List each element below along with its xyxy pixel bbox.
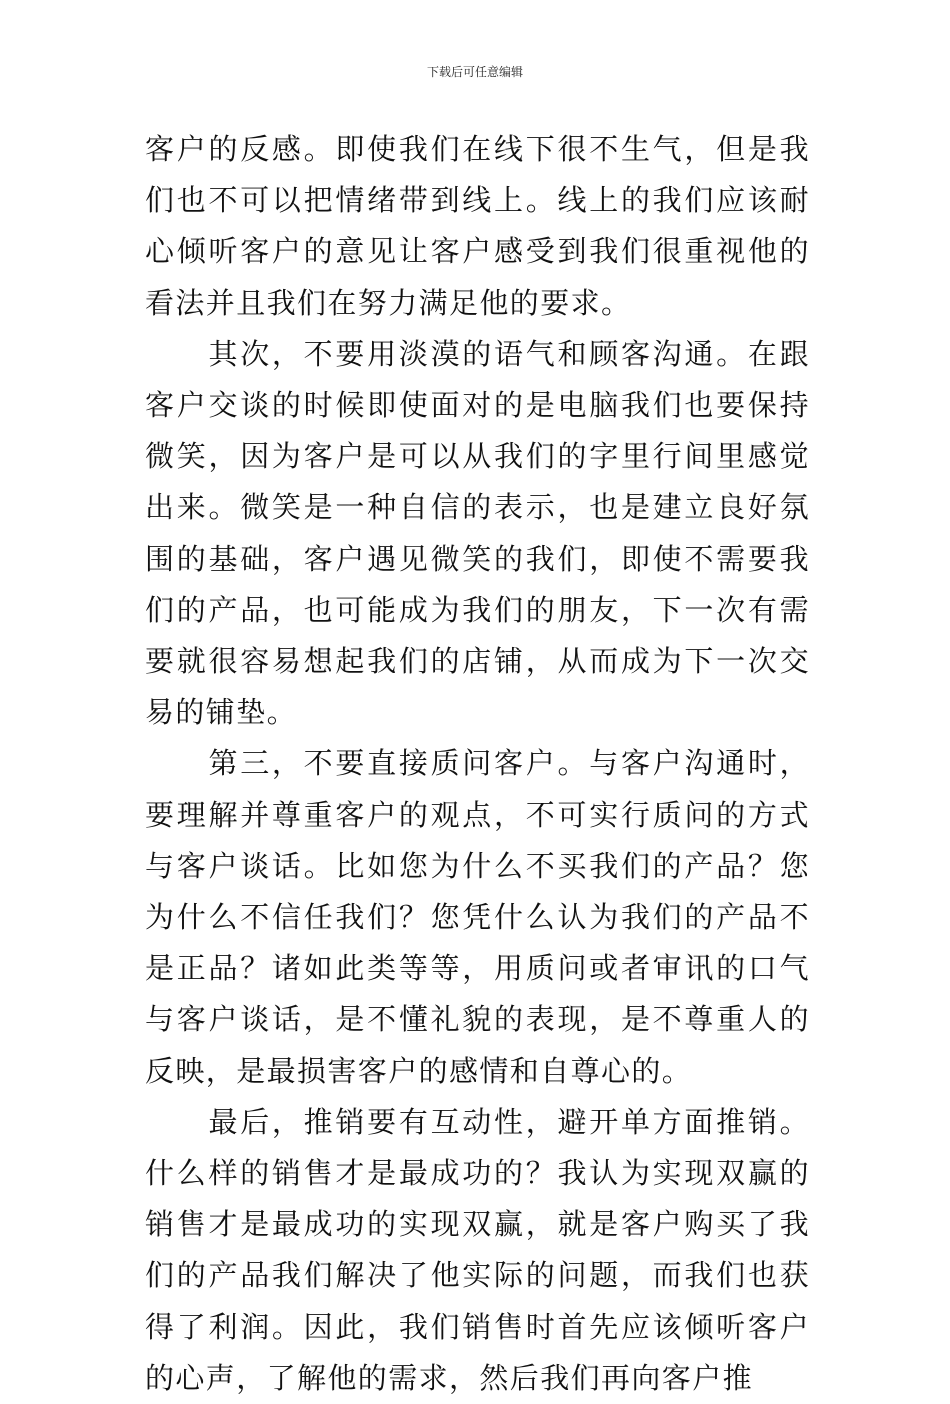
document-body	[145, 124, 810, 1404]
paragraph-continued: 客户的反感。即使我们在线下很不生气，但是我们也不可以把情绪带到线上。线上的我们应该耐心倾听客户的意见让客户感受到我们很重视他的看法并且我们在努力满足他的要求。	[145, 132, 810, 320]
page-header: 下载后可任意编辑	[426, 65, 523, 79]
paragraph-final-point: 最后，推销要有互动性，避开单方面推销。什么样的销售才是最成功的？我认为实现双赢的销售才是最成功的实现双赢，就是客户购买了我们的产品我们解决了他实际的问题，而我们也获得了利润。因此，我们销售时首先应该倾听客户的心声，了解他的需求，然后我们再向客户推	[145, 1104, 810, 1395]
paragraph-second-point: 其次，不要用淡漠的语气和顾客沟通。在跟客户交谈的时候即使面对的是电脑我们也要保持微笑，因为客户是可以从我们的字里行间里感觉出来。微笑是一种自信的表示，也是建立良好氛围的基础，客户遇见微笑的我们，即使不需要我们的产品，也可能成为我们的朋友，下一次有需要就很容易想起我们的店铺，从而成为下一次交易的铺垫。	[145, 336, 810, 730]
paragraph-third-point: 第三，不要直接质问客户。与客户沟通时，要理解并尊重客户的观点，不可实行质问的方式与客户谈话。比如您为什么不买我们的产品？您为什么不信任我们？您凭什么认为我们的产品不是正品？诸如此类等等，用质问或者审讯的口气与客户谈话，是不懂礼貌的表现，是不尊重人的反映，是最损害客户的感情和自尊心的。	[145, 746, 810, 1088]
